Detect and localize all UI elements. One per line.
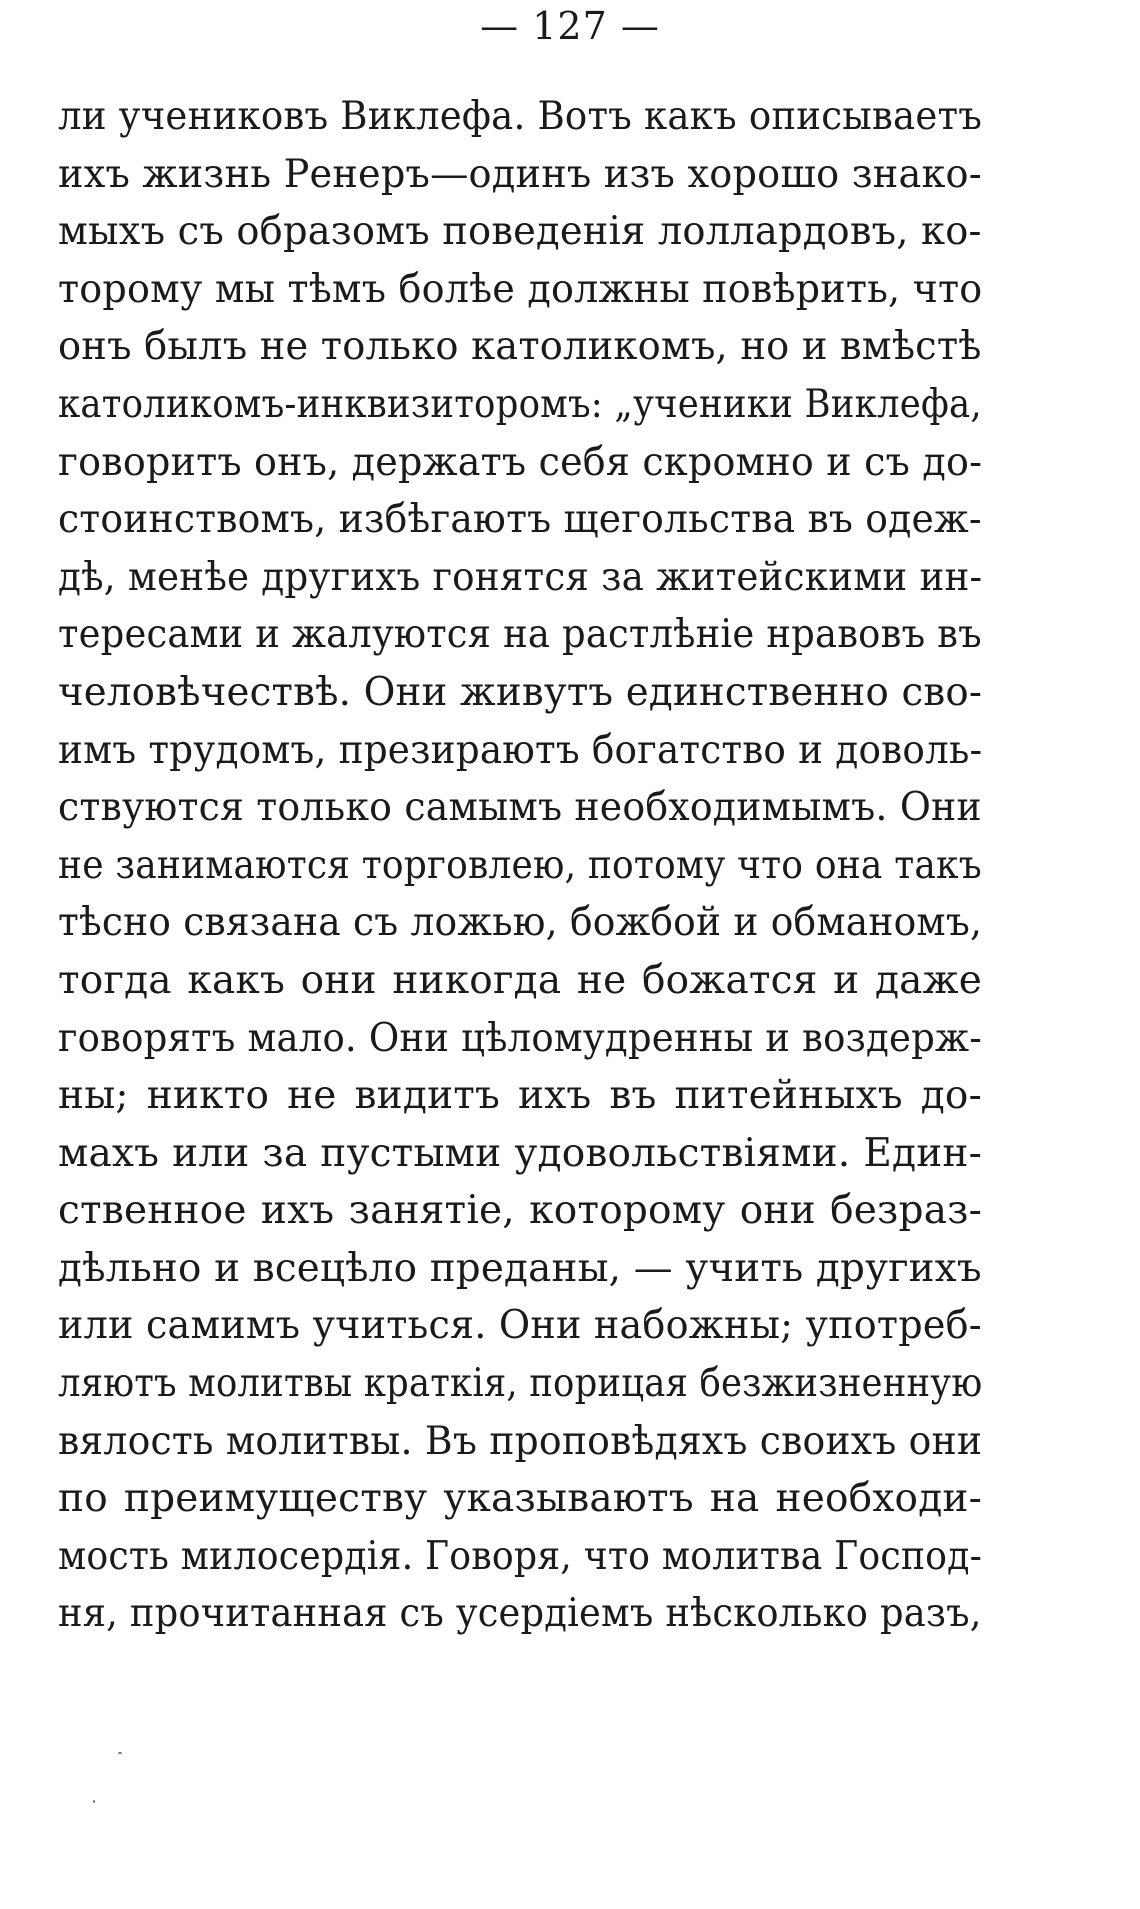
text-line: говоритъ онъ, держатъ себя скромно и съ до- <box>58 439 983 485</box>
page-number: — 127 — <box>480 4 660 48</box>
text-line: дѣльно и всецѣло преданы, — учить другихъ <box>58 1245 982 1291</box>
text-line: говорятъ мало. Они цѣломудренны и воздерж- <box>58 1015 982 1061</box>
text-line: мыхъ съ образомъ поведенія лоллардовъ, ко- <box>58 209 982 255</box>
text-line: католикомъ-инквизиторомъ: „ученики Виклефа, <box>58 381 982 427</box>
text-line: стоинствомъ, избѣгаютъ щегольства въ одеж- <box>58 497 982 543</box>
text-line: ли учениковъ Виклефа. Вотъ какъ описываетъ <box>58 94 983 139</box>
text-line: вялость молитвы. Въ проповѣдяхъ своихъ они <box>58 1418 983 1464</box>
body-text <box>58 88 982 1643</box>
text-line: тогда какъ они никогда не божатся и даже <box>58 957 982 1003</box>
text-line: ственное ихъ занятіе, которому они безраз- <box>58 1188 982 1234</box>
text-line: тересами и жалуются на растлѣніе нравовъ въ <box>58 612 982 658</box>
text-line: дѣ, менѣе другихъ гонятся за житейскими ин- <box>58 554 983 600</box>
text-line: ихъ жизнь Ренеръ—одинъ изъ хорошо знако- <box>58 151 982 197</box>
text-line: по преимуществу указываютъ на необходи- <box>58 1476 982 1522</box>
text-line: человѣчествѣ. Они живутъ единственно сво- <box>58 669 983 715</box>
text-line: или самимъ учиться. Они набожны; употреб- <box>58 1303 982 1349</box>
text-line: мость милосердія. Говоря, что молитва Господ- <box>58 1533 983 1579</box>
text-line: не занимаются торговлею, потому что она такъ <box>58 842 982 888</box>
text-line: ствуются только самымъ необходимымъ. Они <box>58 785 982 831</box>
paper-speck <box>93 1800 95 1803</box>
text-line: онъ былъ не только католикомъ, но и вмѣстѣ <box>58 324 982 370</box>
text-line: имъ трудомъ, презираютъ богатство и доволь- <box>58 727 983 773</box>
text-line: торому мы тѣмъ болѣе должны повѣрить, что <box>58 266 983 312</box>
text-line: тѣсно связана съ ложью, божбой и обманомъ, <box>58 900 983 946</box>
text-line: ны; никто не видитъ ихъ въ питейныхъ до- <box>58 1073 982 1119</box>
text-line: ляютъ молитвы краткія, порицая безжизненную <box>58 1361 983 1407</box>
text-line: махъ или за пустыми удовольствіями. Един- <box>58 1130 982 1176</box>
paper-speck <box>118 1752 122 1754</box>
text-line: ня, прочитанная съ усердіемъ нѣсколько разъ, <box>58 1591 982 1637</box>
